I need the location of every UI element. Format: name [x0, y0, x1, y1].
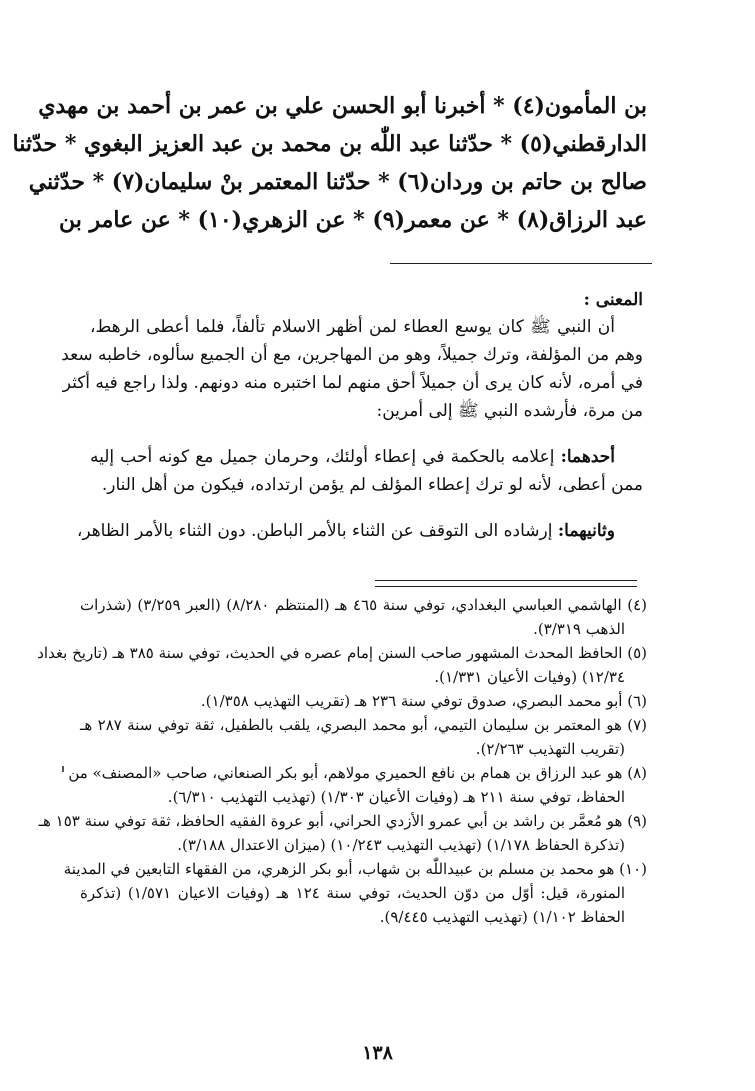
footnote-line: (٤) الهاشمي العباسي البغدادي، توفي سنة ٤٦٥ هـ (المنتظم ٨/٢٨٠) (العبر ٣/٢٥٩) (شذرات — [80, 596, 647, 614]
first-point-line: ممن أعطى، لأنه لو ترك إعطاء المؤلف لم يؤمن ارتداده، فيكون من أهل النار. — [101, 475, 643, 495]
footnote-divider — [375, 586, 637, 587]
isnad-line: عبد الرزاق(٨) * عن معمر(٩) * عن الزهري(١٠) * عن عامر بن — [58, 207, 647, 233]
footnote-divider — [375, 580, 637, 581]
footnote-line: الحفاظ ١/١٠٢) (تهذيب التهذيب ٩/٤٤٥). — [379, 908, 625, 926]
footnote-line: الحفاظ، توفي سنة ٢١١ هـ (وفيات الأعيان ١/٣٠٣) (تهذيب التهذيب ٦/٣١٠). — [167, 788, 625, 806]
footnote-line: (٦) أبو محمد البصري، صدوق توفي سنة ٢٣٦ هـ (تقريب التهذيب ١/٣٥٨). — [200, 692, 647, 710]
second-point-line — [76, 518, 643, 546]
isnad-chain — [12, 92, 647, 244]
meaning-line: أن النبي ﷺ كان يوسع العطاء لمن أظهر الاسلام تألفاً، فلما أعطى الرهط، — [90, 317, 615, 337]
footnote-line: (٨) هو عبد الرزاق بن همام بن نافع الحميري مولاهم، أبو بكر الصنعاني، صاحب «المصنف» من — [68, 764, 647, 782]
second-point-label: وثانيهما: — [557, 521, 615, 541]
isnad-divider — [390, 263, 652, 264]
footnote-line: (تذكرة الحفاظ ١/١٧٨) (تهذيب التهذيب ١٠/٢٤٣) (ميزان الاعتدال ٣/١٨٨). — [177, 836, 625, 854]
meaning-heading: المعنى : — [583, 290, 643, 310]
isnad-line: بن المأمون(٤) * أخبرنا أبو الحسن علي بن عمر بن أحمد بن مهدي — [38, 93, 647, 119]
footnotes — [37, 594, 647, 930]
meaning-line: من مرة، فأرشده النبي ﷺ إلى أمرين: — [376, 401, 643, 421]
footnote-line: الذهب ٣/٣١٩). — [533, 620, 625, 638]
footnote-line: (٩) هو مُعمَّر بن راشد بن أبي عمرو الأزدي الحراني، أبو عروة الفقيه الحافظ، ثقة توفي سنة ١٥٣ هـ — [38, 812, 647, 830]
meaning-section — [61, 286, 643, 546]
first-point-line — [90, 444, 643, 472]
footnote-line: (٧) هو المعتمر بن سليمان التيمي، أبو محمد البصري، يلقب بالطفيل، ثقة توفي سنة ٢٨٧ هـ — [80, 716, 647, 734]
first-point-label: أحدهما: — [560, 447, 615, 467]
footnote-line: (١٠) هو محمد بن مسلم بن عبيداللّٰه بن شهاب، أبو بكر الزهري، من الفقهاء التابعين في المدينة — [63, 860, 647, 878]
page-number: ١٣٨ — [362, 1042, 393, 1064]
isnad-line: الدارقطني(٥) * حدّثنا عبد اللّٰه بن محمد بن عبد العزيز البغوي * حدّثنا — [12, 131, 647, 157]
isnad-line: صالح بن حاتم بن وردان(٦) * حدّثنا المعتمر بنْ سليمان(٧) * حدّثني — [28, 169, 647, 195]
footnote-line: (تقريب التهذيب ٢/٢٦٣). — [475, 740, 625, 758]
meaning-line: في أمره، لأنه كان يرى أن جميلاً أحق منهم لما اختبره منه دونهم. ولذا راجع فيه أكثر — [62, 373, 643, 393]
second-point-text: إرشاده الى التوقف عن الثناء بالأمر الباطن. دون الثناء بالأمر الظاهر، — [76, 521, 553, 541]
footnote-line: ١٢/٣٤) (وفيات الأعيان ١/٣٣١). — [434, 668, 625, 686]
meaning-line: وهم من المؤلفة، وترك جميلاً، وهو من المهاجرين، مع أن الجميع سألوه، خاطبه سعد — [61, 345, 643, 365]
first-point-text: إعلامه بالحكمة في إعطاء أولئك، وحرمان جميل مع كونه أحب إليه — [90, 447, 555, 467]
footnote-line: (٥) الحافظ المحدث المشهور صاحب السنن إمام عصره في الحديث، توفي سنة ٣٨٥ هـ (تاريخ بغداد — [37, 644, 647, 662]
margin-mark — [62, 766, 64, 772]
footnote-line: المنورة، قيل: أوّل من دوّن الحديث، توفي سنة ١٢٤ هـ (وفيات الاعيان ١/٥٧١) (تذكرة — [80, 884, 626, 902]
